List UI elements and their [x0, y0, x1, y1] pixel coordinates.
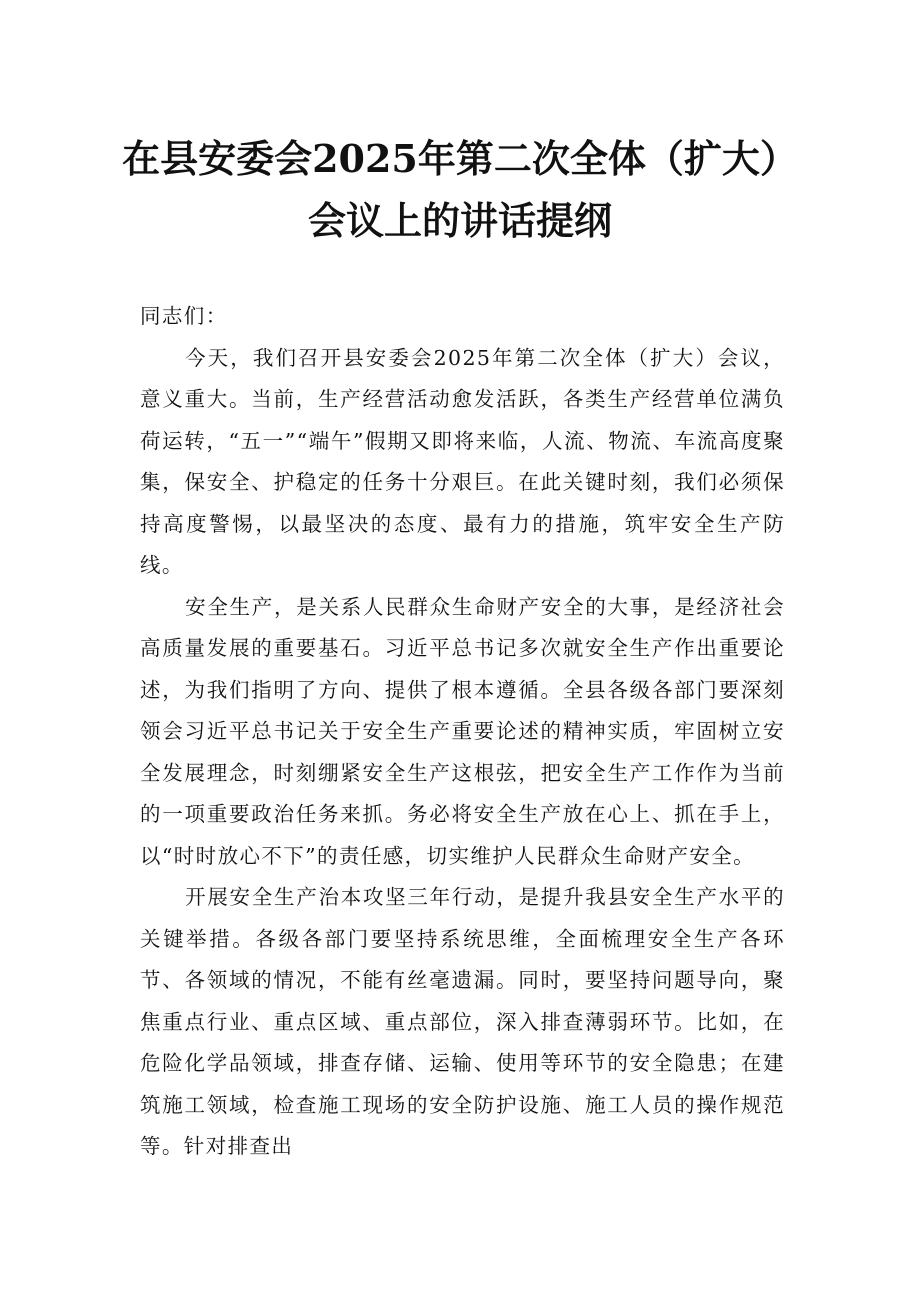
document-body	[140, 296, 785, 1168]
document-title: 在县安委会2025年第二次全体（扩大）会议上的讲话提纲	[122, 136, 798, 243]
paragraph-2: 安全生产，是关系人民群众生命财产安全的大事，是经济社会高质量发展的重要基石。习近平总书记多次就安全生产作出重要论述，为我们指明了方向、提供了根本遵循。全县各级各部门要深刻领会习近平总书记关于安全生产重要论述的精神实质，牢固树立安全发展理念，时刻绷紧安全生产这根弦，把安全生产工作作为当前的一项重要政治任务来抓。务必将安全生产放在心上、抓在手上，以“时时放心不下”的责任感，切实维护人民群众生命财产安全。	[140, 594, 785, 868]
paragraph-1: 今天，我们召开县安委会2025年第二次全体（扩大）会议，意义重大。当前，生产经营活动愈发活跃，各类生产经营单位满负荷运转，“五一”“端午”假期又即将来临，人流、物流、车流高度聚集，保安全、护稳定的任务十分艰巨。在此关键时刻，我们必须保持高度警惕，以最坚决的态度、最有力的措施，筑牢安全生产防线。	[140, 345, 785, 577]
salutation: 同志们：	[140, 304, 228, 328]
paragraph-3: 开展安全生产治本攻坚三年行动，是提升我县安全生产水平的关键举措。各级各部门要坚持系统思维，全面梳理安全生产各环节、各领域的情况，不能有丝毫遗漏。同时，要坚持问题导向，聚焦重点行业、重点区域、重点部位，深入排查薄弱环节。比如，在危险化学品领域，排查存储、运输、使用等环节的安全隐患；在建筑施工领域，检查施工现场的安全防护设施、施工人员的操作规范等。针对排查出	[140, 885, 785, 1158]
